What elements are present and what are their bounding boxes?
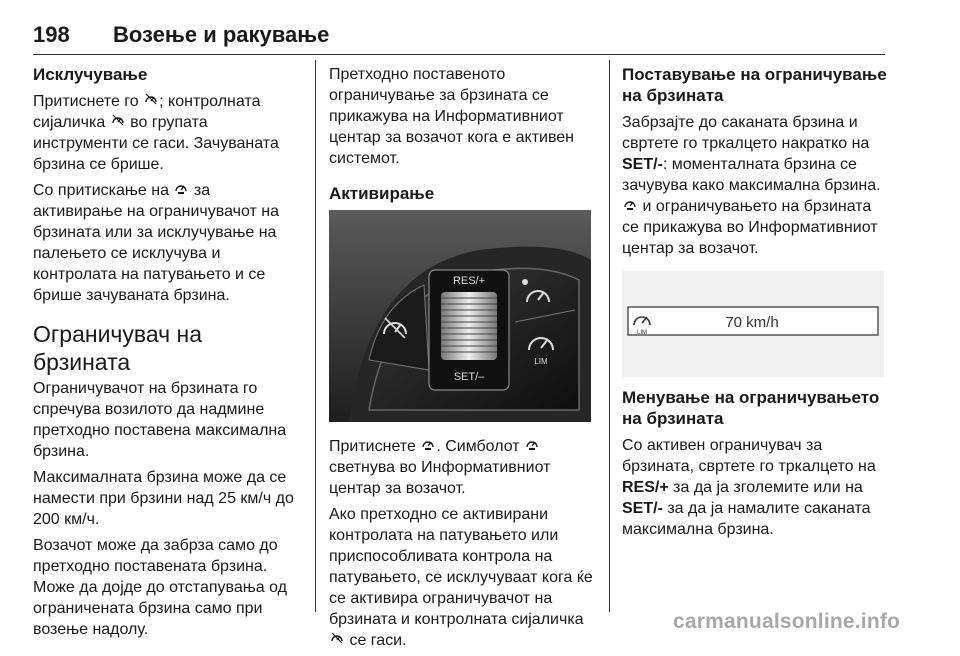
column-2 xyxy=(329,64,597,656)
page-number: 198 xyxy=(33,22,70,47)
speed-limiter-icon xyxy=(421,436,435,457)
set-label: SET/– xyxy=(453,371,485,383)
column-3 xyxy=(622,64,890,545)
paragraph-limiter-2: Максималната брзина може да се намести при брзини над 25 км/ч до 200 км/ч. xyxy=(33,469,294,528)
heading-change-limit: Менување на ограничувањето на брзината xyxy=(622,388,880,428)
column-1 xyxy=(33,64,303,645)
heading-cancel: Исклучување xyxy=(33,65,148,84)
svg-text:LIM: LIM xyxy=(534,357,548,366)
key-set: SET/- xyxy=(622,500,663,517)
cruise-off-icon xyxy=(144,91,158,112)
svg-text:LIM: LIM xyxy=(636,330,648,336)
heading-set-limit: Поставување на ограничување на брзината xyxy=(622,65,887,105)
page-title: Возење и ракување xyxy=(113,22,330,47)
paragraph-activate-1: Притиснете . Симболот светнува во Информативниот центар за возачот. xyxy=(329,438,551,497)
speed-limiter-icon xyxy=(525,436,539,457)
heading-activate: Активирање xyxy=(329,184,435,203)
paragraph-cancel-1: Притиснете го ; контролната сијаличка во групата инструменти се гаси. Зачуваната брзина се брише. xyxy=(33,93,279,173)
speed-limiter-icon xyxy=(174,180,188,201)
cruise-off-icon xyxy=(111,112,125,133)
heading-speed-limiter: Ограничувач на брзината xyxy=(33,321,203,375)
steering-wheel-controls-figure xyxy=(329,210,591,422)
column-divider-2 xyxy=(609,60,610,612)
paragraph-preset-display: Претходно поставеното ограничување за брзината се прикажува на Информативниот центар за возачот кога е активен системот. xyxy=(329,66,575,167)
page-header xyxy=(33,20,885,55)
key-set: SET/- xyxy=(622,156,663,173)
driver-info-display-figure xyxy=(622,271,884,377)
res-label: RES/+ xyxy=(452,275,486,287)
watermark: carmanualsonline.info xyxy=(673,610,901,633)
cruise-off-icon xyxy=(330,630,344,651)
paragraph-activate-2: Ако претходно се активирани контролата на патувањето или приспособливата контрола на патувањето, се исклучуваат кога ќе се активира ограничувачот на брзината и контролната сијаличка се гаси. xyxy=(329,506,593,649)
paragraph-cancel-2: Со притискање на за активирање на ограничувачот на брзината или за исклучување на палењето се исклучува и контролата на патувањето и се брише зачуваната брзина. xyxy=(33,182,279,304)
thumbwheel xyxy=(441,292,497,360)
paragraph-change-limit: Со активен ограничувач за брзината, свртете го тркалцето на RES/+ за да ја зголемите или на SET/- за да ја намалите саканата максимална брзина. xyxy=(622,437,876,538)
key-res: RES/+ xyxy=(622,479,669,496)
paragraph-limiter-1: Ограничувачот на брзината го спречува возилото да надмине претходно поставена максимална брзина. xyxy=(33,380,287,460)
paragraph-set-limit: Забрзајте до саканата брзина и свртете го тркалцето накратко на SET/-: моменталната брзина се зачувува како максимална брзина. и ограничувањето на брзината се прикажува во Информативниот центар за возачот. xyxy=(622,114,881,257)
paragraph-limiter-3: Возачот може да забрза само до претходно поставената брзина. Може да дојде до отстапувања од ограничената брзина само при возење надолу. xyxy=(33,537,287,638)
column-divider-1 xyxy=(315,60,316,612)
display-speed: 70 km/h xyxy=(725,314,779,331)
speed-limiter-icon xyxy=(623,196,637,217)
